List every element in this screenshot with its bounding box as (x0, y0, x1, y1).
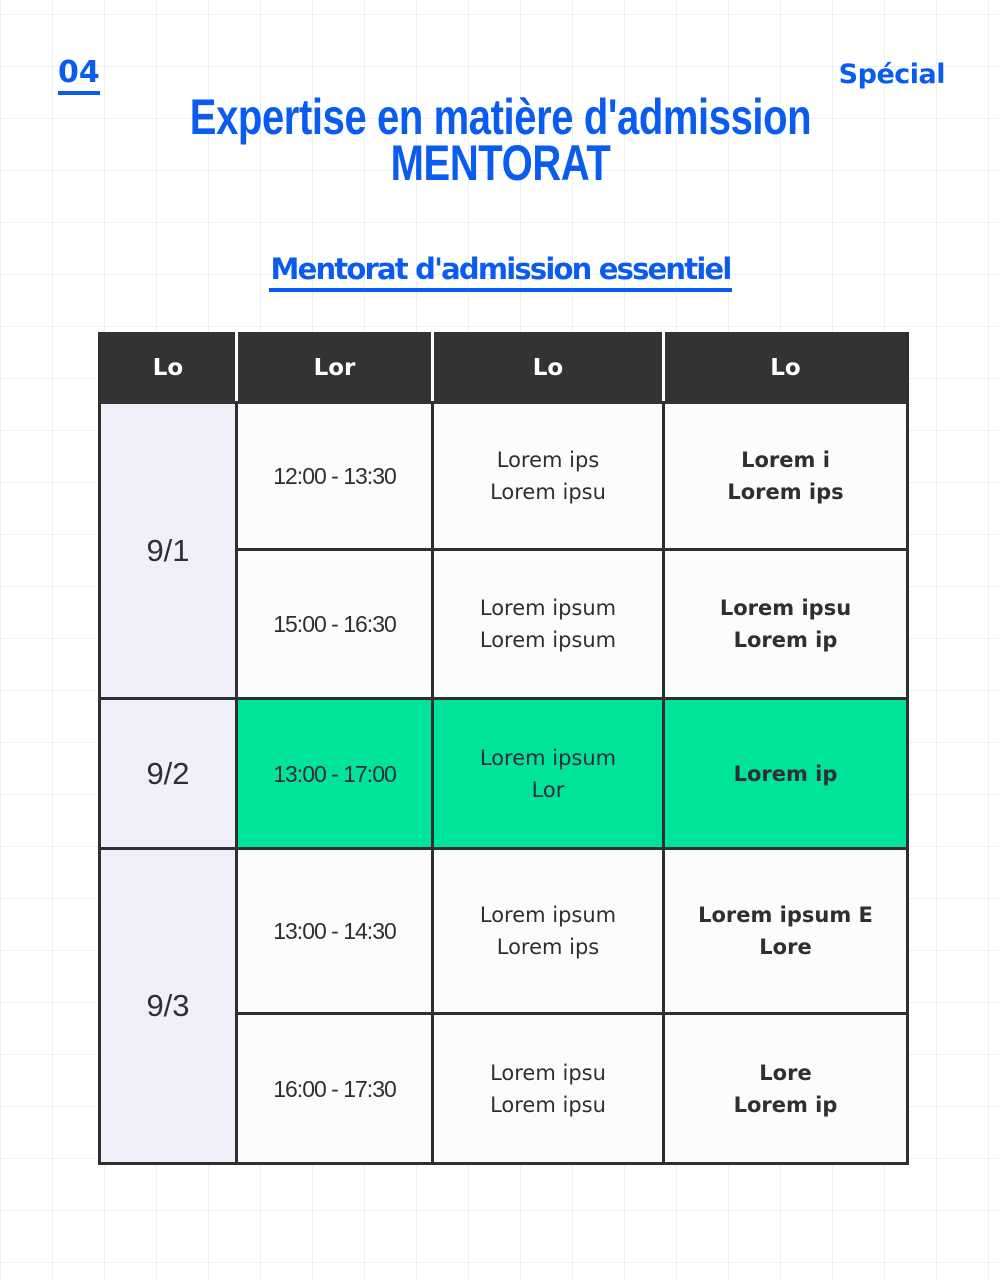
page-title-line2: MENTORAT (390, 135, 611, 191)
detail-line: Lorem ip (733, 761, 838, 786)
column-header-description: Lo (433, 334, 664, 403)
date-cell: 9/2 (100, 699, 237, 849)
detail-line: Lorem i (741, 448, 830, 472)
detail-cell (664, 550, 908, 699)
description-cell (433, 849, 664, 1014)
time-cell: 15:00 - 16:30 (237, 550, 433, 699)
detail-cell (664, 403, 908, 550)
description-cell (433, 699, 664, 849)
description-line: Lorem ipsu (490, 1092, 606, 1117)
table-row (100, 403, 908, 550)
section-subtitle: Mentorat d'admission essentiel (269, 250, 733, 292)
description-line: Lorem ipsum (479, 628, 617, 652)
detail-cell (664, 849, 908, 1014)
description-line: Lorem ipsum (479, 903, 617, 927)
table-row-highlighted (100, 699, 908, 849)
detail-line: Lorem ips (727, 480, 844, 504)
detail-cell (664, 1014, 908, 1164)
description-cell (433, 1014, 664, 1164)
time-cell: 13:00 - 14:30 (237, 849, 433, 1014)
description-line: Lorem ipsu (490, 480, 606, 504)
table-row (100, 849, 908, 1014)
description-line: Lorem ips (496, 935, 600, 959)
detail-line: Lorem ipsum E (698, 903, 873, 927)
column-header-date: Lo (100, 334, 237, 403)
column-header-detail: Lo (664, 334, 908, 403)
date-cell: 9/1 (100, 403, 237, 699)
description-line: Lorem ipsu (490, 1060, 606, 1085)
description-cell (433, 403, 664, 550)
description-line: Lorem ips (496, 448, 600, 472)
description-line: Lorem ipsum (479, 745, 617, 770)
description-cell (433, 550, 664, 699)
description-line: Lor (531, 777, 565, 802)
detail-line: Lore (759, 1060, 812, 1085)
page-title-line1: Expertise en matière d'admission (189, 89, 812, 145)
description-line: Lorem ipsum (479, 596, 617, 620)
category-tag: Spécial (838, 59, 945, 90)
column-header-time: Lor (237, 334, 433, 403)
schedule-table (98, 332, 909, 1165)
time-cell: 16:00 - 17:30 (237, 1014, 433, 1164)
detail-line: Lore (759, 935, 812, 959)
time-cell: 12:00 - 13:30 (237, 403, 433, 550)
detail-cell (664, 699, 908, 849)
detail-line: Lorem ip (733, 628, 838, 652)
detail-line: Lorem ipsu (719, 596, 852, 620)
date-cell: 9/3 (100, 849, 237, 1164)
time-cell: 13:00 - 17:00 (237, 699, 433, 849)
detail-line: Lorem ip (733, 1092, 838, 1117)
table-header-row (100, 334, 908, 403)
page-number: 04 (58, 56, 100, 95)
